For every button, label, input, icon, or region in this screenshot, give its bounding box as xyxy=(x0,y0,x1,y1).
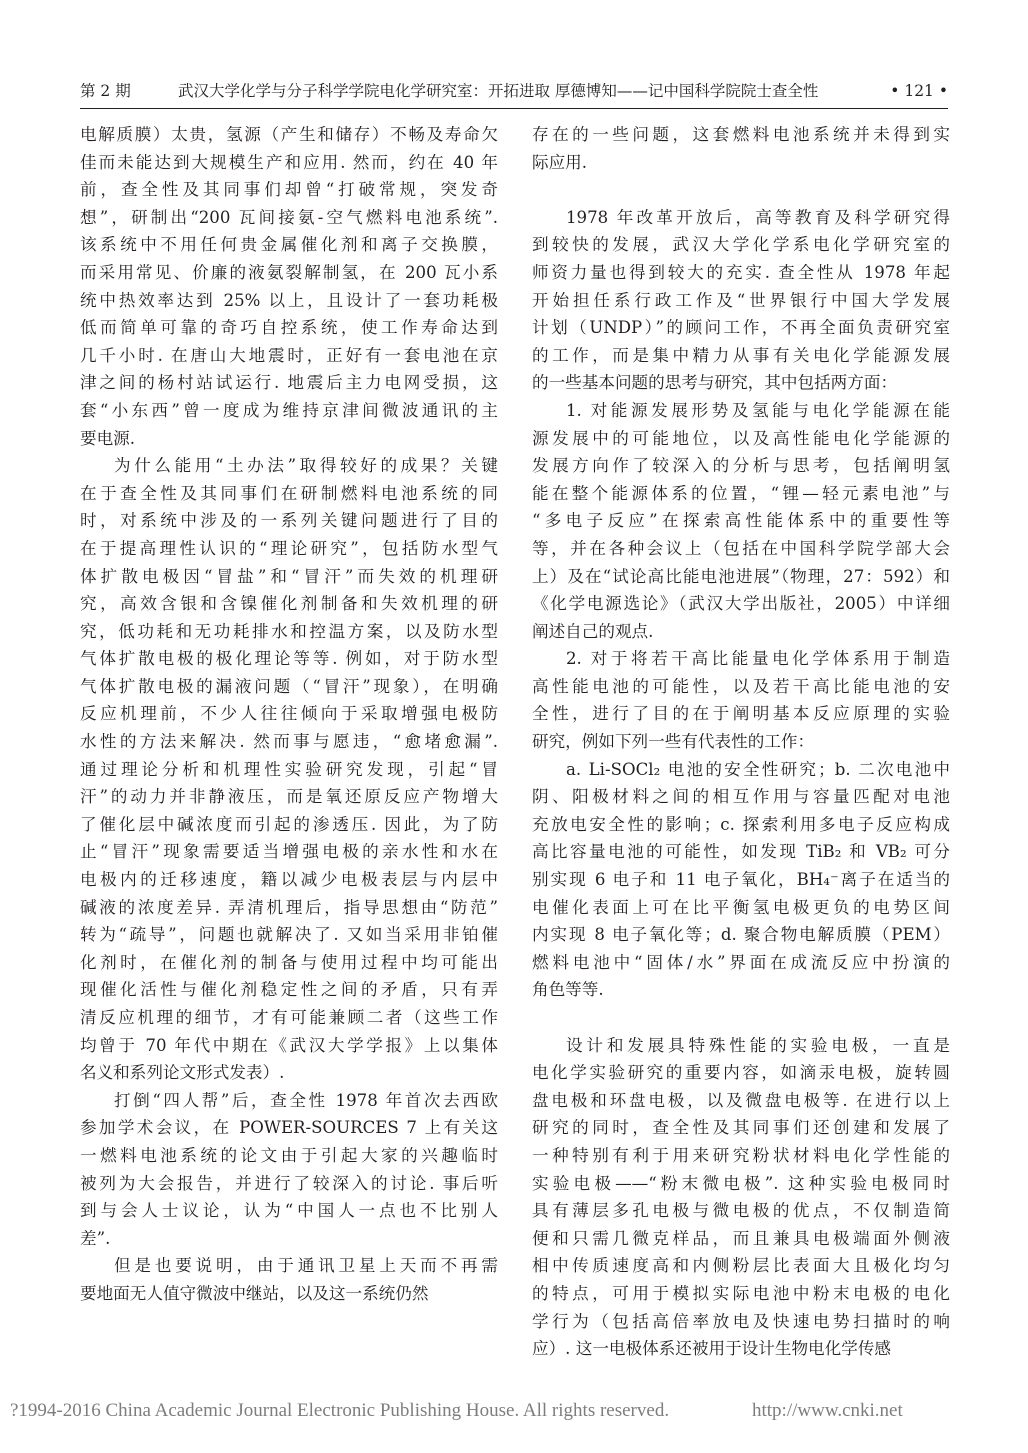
text-line: 均曾于 70 年代中期在《武汉大学学报》上以集体 xyxy=(80,1035,498,1055)
text-line: 通过理论分析和机理性实验研究发现，引起“冒 xyxy=(80,759,498,779)
text-line: 了催化层中碱浓度而引起的渗透压. 因此，为了防 xyxy=(80,814,498,834)
text-line: 气体扩散电极的极化理论等等. 例如，对于防水型 xyxy=(80,649,498,669)
text-line: 的工作，而是集中精力从事有关电化学能源发展 xyxy=(532,345,950,365)
text-line: 被列为大会报告，并进行了较深入的讨论. 事后听 xyxy=(80,1173,498,1193)
text-line: 实验电极——“粉末微电极”. 这种实验电极同时 xyxy=(532,1173,950,1193)
text-line: 要电源. xyxy=(80,428,136,448)
text-line: 前，查全性及其同事们却曾“打破常规，突发奇 xyxy=(80,180,498,200)
text-line: 高性能电池的可能性，以及若干高比能电池的安 xyxy=(532,676,950,696)
text-line: 反应机理前，不少人往往倾向于采取增强电极防 xyxy=(80,704,498,724)
text-line: 2. 对于将若干高比能量电化学体系用于制造 xyxy=(566,649,950,669)
text-line: 学行为（包括高倍率放电及快速电势扫描时的响 xyxy=(532,1311,950,1331)
text-line: 佳而未能达到大规模生产和应用. 然而，约在 40 年 xyxy=(80,152,498,172)
text-line: 差”. xyxy=(80,1228,111,1248)
text-line: 全性，进行了目的在于阐明基本反应原理的实验 xyxy=(532,704,950,724)
text-line: 化剂时，在催化剂的制备与使用过程中均可能出 xyxy=(80,952,498,972)
text-line: 电催化表面上可在比平衡氢电极更负的电势区间 xyxy=(532,897,950,917)
text-line: 际应用. xyxy=(532,152,588,172)
text-line: 止“冒汗”现象需要适当增强电极的亲水性和水在 xyxy=(80,842,498,862)
text-line: 体扩散电极因“冒盐”和“冒汗”而失效的机理研 xyxy=(80,566,498,586)
text-line: 电极内的迁移速度，籍以减少电极表层与内层中 xyxy=(80,870,498,890)
text-line: 1978 年改革开放后，高等教育及科学研究得 xyxy=(566,207,950,227)
text-line: 盘电极和环盘电极，以及微盘电极等. 在进行以上 xyxy=(532,1090,950,1110)
issue-number: 第 2 期 xyxy=(80,82,131,100)
text-line: 要地面无人值守微波中继站，以及这一系统仍然 xyxy=(80,1283,429,1303)
text-line: 电化学实验研究的重要内容，如滴汞电极，旋转圆 xyxy=(532,1063,950,1083)
text-line: 存在的一些问题，这套燃料电池系统并未得到实 xyxy=(532,125,950,144)
text-line: 水性的方法来解决. 然而事与愿违，“愈堵愈漏”. xyxy=(80,732,498,752)
text-line: 名义和系列论文形式发表）. xyxy=(80,1063,285,1083)
page-number: • 121 • xyxy=(890,82,948,100)
text-line: 应）. 这一电极体系还被用于设计生物电化学传感 xyxy=(532,1339,892,1359)
text-line: 碱液的浓度差异. 弄清机理后，指导思想由“防范” xyxy=(80,897,498,917)
copyright-notice: ?1994-2016 China Academic Journal Electronic Publishing House. All rights reserved. xyxy=(10,1400,670,1421)
text-line: 到较快的发展，武汉大学化学系电化学研究室的 xyxy=(532,235,950,255)
text-line: 到与会人士议论，认为“中国人一点也不比别人 xyxy=(80,1201,498,1221)
header-rule xyxy=(80,108,948,109)
text-line xyxy=(532,1004,950,1032)
text-line: 统中热效率达到 25% 以上，且设计了一套功耗极 xyxy=(80,290,498,310)
text-line: 研究的同时，查全性及其同事们还创建和发展了 xyxy=(532,1118,950,1138)
text-line: 想”，研制出“200 瓦间接氨-空气燃料电池系统”. xyxy=(80,207,498,227)
running-header xyxy=(80,78,948,104)
text-line xyxy=(532,176,950,204)
text-line: 设计和发展具特殊性能的实验电极，一直是 xyxy=(566,1035,950,1055)
text-line: 但是也要说明，由于通讯卫星上天而不再需 xyxy=(114,1256,498,1276)
text-line: 上）及在“试论高比能电池进展”（物理，27：592）和 xyxy=(532,566,950,586)
text-line: 几千小时. 在唐山大地震时，正好有一套电池在京 xyxy=(80,345,498,365)
text-line: 高比容量电池的可能性，如发现 TiB₂ 和 VB₂ 可分 xyxy=(532,842,950,862)
text-line: 《化学电源选论》（武汉大学出版社，2005）中详细 xyxy=(532,594,950,614)
text-line: 电解质膜）太贵，氢源（产生和储存）不畅及寿命欠 xyxy=(80,125,498,144)
right-column xyxy=(532,121,950,1363)
text-line: 源发展中的可能地位，以及高性能电化学能源的 xyxy=(532,428,950,448)
footer-url: http://www.cnki.net xyxy=(752,1400,903,1421)
text-line: 具有薄层多孔电极与微电极的优点，不仅制造简 xyxy=(532,1201,950,1221)
text-line: 现催化活性与催化剂稳定性之间的矛盾，只有弄 xyxy=(80,980,498,1000)
text-line: 气体扩散电极的漏液问题（“冒汗”现象），在明确 xyxy=(80,676,498,696)
text-line: 便和只需几微克样品，而且兼具电极端面外侧液 xyxy=(532,1228,950,1248)
text-line: 等，并在各种会议上（包括在中国科学院学部大会 xyxy=(532,538,950,558)
footer xyxy=(10,1396,1018,1426)
text-line: 究，高效含银和含镍催化剂制备和失效机理的研 xyxy=(80,594,498,614)
text-line: 该系统中不用任何贵金属催化剂和离子交换膜， xyxy=(80,235,498,255)
text-line: 转为“疏导”，问题也就解决了. 又如当采用非铂催 xyxy=(80,925,498,945)
text-line: 时，对系统中涉及的一系列关键问题进行了目的 xyxy=(80,511,498,531)
text-line: 套“小东西”曾一度成为维持京津间微波通讯的主 xyxy=(80,400,498,420)
text-line: 师资力量也得到较大的充实. 查全性从 1978 年起 xyxy=(532,262,950,282)
text-line: 内实现 8 电子氧化等；d. 聚合物电解质膜（PEM） xyxy=(532,925,950,945)
text-line: 一燃料电池系统的论文由于引起大家的兴趣临时 xyxy=(80,1145,498,1165)
text-line: 角色等等. xyxy=(532,980,604,1000)
text-line: 打倒“四人帮”后，查全性 1978 年首次去西欧 xyxy=(114,1090,498,1110)
text-line: 低而简单可靠的奇巧自控系统，使工作寿命达到 xyxy=(80,318,498,338)
text-line: 清反应机理的细节，才有可能兼顾二者（这些工作 xyxy=(80,1008,498,1027)
text-line: 发展方向作了较深入的分析与思考，包括阐明氢 xyxy=(532,456,950,476)
text-line: 充放电安全性的影响；c. 探索利用多电子反应构成 xyxy=(532,814,950,834)
text-line: 1. 对能源发展形势及氢能与电化学能源在能 xyxy=(566,400,950,420)
text-line: 开始担任系行政工作及“世界银行中国大学发展 xyxy=(532,290,950,310)
text-line: 阴、阳极材料之间的相互作用与容量匹配对电池 xyxy=(532,787,950,807)
text-line: 在于提高理性认识的“理论研究”，包括防水型气 xyxy=(80,538,498,558)
text-line: 津之间的杨村站试运行. 地震后主力电网受损，这 xyxy=(80,373,498,393)
text-line: 而采用常见、价廉的液氨裂解制氢，在 200 瓦小系 xyxy=(80,262,498,282)
text-line: 相中传质速度高和内侧粉层比表面大且极化均匀 xyxy=(532,1256,950,1276)
running-title: 武汉大学化学与分子科学学院电化学研究室：开拓进取 厚德博知——记中国科学院院士查全性 xyxy=(178,82,819,100)
text-line: 阐述自己的观点. xyxy=(532,621,654,641)
text-line: 参加学术会议，在 POWER-SOURCES 7 上有关这 xyxy=(80,1118,498,1138)
text-line: 一种特别有利于用来研究粉状材料电化学性能的 xyxy=(532,1145,950,1165)
text-line: 别实现 6 电子和 11 电子氧化，BH₄⁻离子在适当的 xyxy=(532,870,950,890)
text-line: 的特点，可用于模拟实际电池中粉末电极的电化 xyxy=(532,1283,950,1303)
text-line: “多电子反应”在探索高性能体系中的重要性等 xyxy=(532,511,950,531)
text-line: 燃料电池中“固体/水”界面在成流反应中扮演的 xyxy=(532,952,950,972)
text-line: 计划（UNDP）”的顾问工作，不再全面负责研究室 xyxy=(532,318,950,338)
text-line: 在于查全性及其同事们在研制燃料电池系统的同 xyxy=(80,483,498,503)
text-line: 为什么能用“土办法”取得较好的成果？关键 xyxy=(114,456,498,476)
text-line: 能在整个能源体系的位置，“锂—轻元素电池”与 xyxy=(532,483,950,503)
text-line: 的一些基本问题的思考与研究，其中包括两方面： xyxy=(532,373,898,393)
text-line: 研究，例如下列一些有代表性的工作： xyxy=(532,732,815,752)
left-column xyxy=(80,121,498,1308)
text-line: a. Li-SOCl₂ 电池的安全性研究；b. 二次电池中 xyxy=(566,759,950,779)
text-line: 汗”的动力并非静液压，而是氧还原反应产物增大 xyxy=(80,787,498,807)
text-line: 究，低功耗和无功耗排水和控温方案，以及防水型 xyxy=(80,621,498,641)
